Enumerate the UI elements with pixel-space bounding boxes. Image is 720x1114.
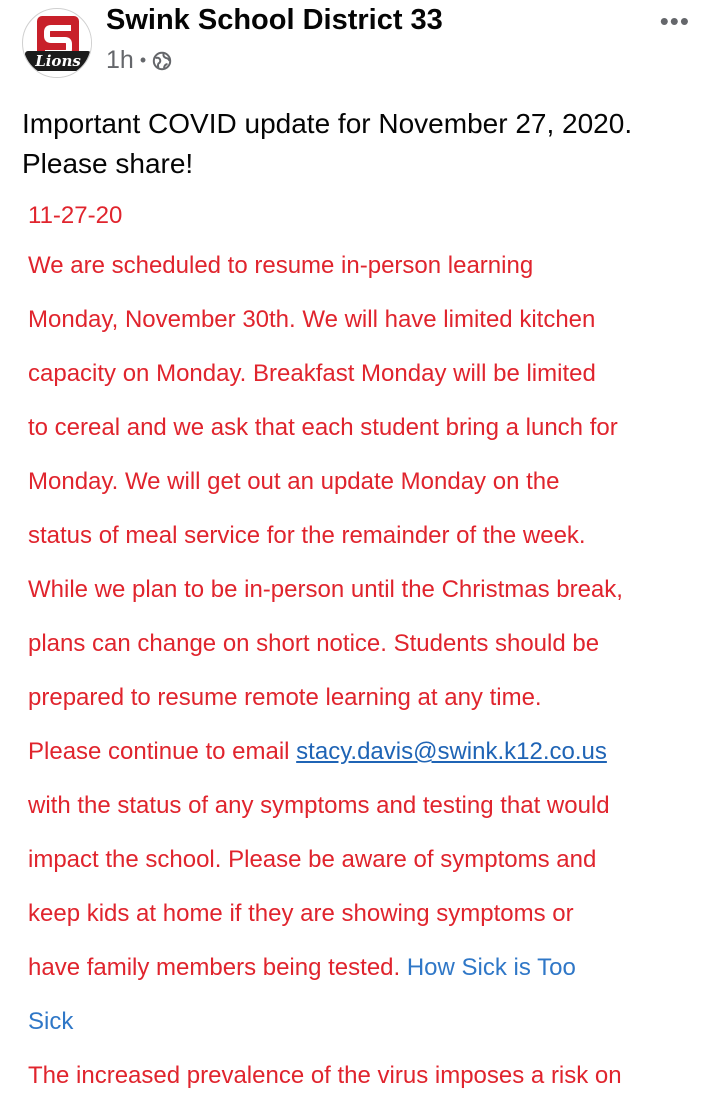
document-line: keep kids at home if they are showing symptoms or xyxy=(28,900,574,927)
lions-logo-icon xyxy=(23,9,92,78)
document-line: impact the school. Please be aware of symptoms and xyxy=(28,846,597,873)
post-caption xyxy=(22,104,702,184)
document-line: While we plan to be in-person until the Christmas break, xyxy=(28,576,623,603)
document-date: 11-27-20 xyxy=(28,202,123,229)
shared-document xyxy=(28,195,708,1109)
caption-line: Important COVID update for November 27, 2020. xyxy=(22,108,633,139)
document-line: to cereal and we ask that each student bring a lunch for xyxy=(28,414,618,441)
document-line: status of meal service for the remainder of the week. xyxy=(28,522,586,549)
document-line: with the status of any symptoms and testing that would xyxy=(28,792,610,819)
post-time[interactable]: 1h xyxy=(106,46,134,74)
post-header xyxy=(0,0,720,90)
more-options-icon[interactable]: ••• xyxy=(659,6,690,36)
document-line: prepared to resume remote learning at any time. xyxy=(28,684,542,711)
globe-icon xyxy=(152,51,172,71)
avatar-logo-text: Lions xyxy=(35,52,81,70)
page-name[interactable]: Swink School District 33 xyxy=(106,4,443,36)
document-line: We are scheduled to resume in-person learning xyxy=(28,252,534,279)
document-line: The increased prevalence of the virus imposes a risk on xyxy=(28,1062,622,1089)
family-line-prefix: have family members being tested. xyxy=(28,954,407,981)
family-line xyxy=(28,947,708,1001)
post-meta xyxy=(106,46,172,75)
email-link[interactable]: stacy.davis@swink.k12.co.us xyxy=(296,738,607,765)
how-sick-link[interactable]: How Sick is Too xyxy=(406,954,576,981)
document-line: capacity on Monday. Breakfast Monday will be limited xyxy=(28,360,596,387)
document-line: plans can change on short notice. Students should be xyxy=(28,630,600,657)
email-line xyxy=(28,731,708,785)
meta-separator: • xyxy=(139,50,147,70)
document-line: Monday. We will get out an update Monday on the xyxy=(28,468,560,495)
link-continuation-line xyxy=(28,1001,708,1055)
avatar[interactable] xyxy=(22,8,92,78)
how-sick-link-continued[interactable]: Sick xyxy=(28,1008,74,1035)
document-line: Monday, November 30th. We will have limited kitchen xyxy=(28,306,596,333)
caption-line: Please share! xyxy=(22,148,194,179)
email-line-prefix: Please continue to email xyxy=(28,738,297,765)
